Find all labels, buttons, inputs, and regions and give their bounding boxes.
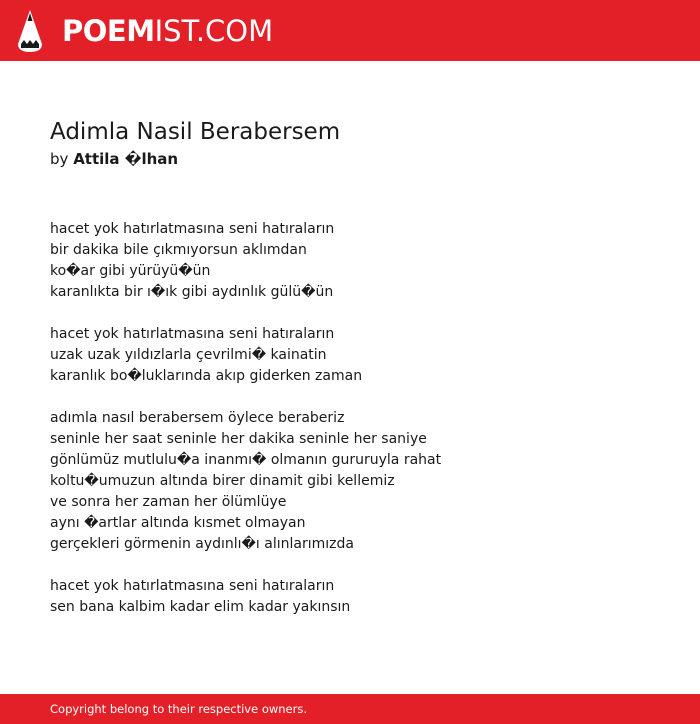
poem-line: ko�ar gibi yürüyü�ün — [50, 263, 211, 279]
logo-text-light: IST.COM — [154, 14, 274, 48]
poem-stanza — [50, 219, 670, 303]
poem-line: karanlıkta bir ı�ık gibi aydınlık gülü�ün — [50, 284, 334, 300]
poem-line: gerçekleri görmenin aydınlı�ı alınlarımızda — [50, 536, 354, 552]
site-header — [0, 0, 700, 61]
poem-line: aynı �artlar altında kısmet olmayan — [50, 515, 306, 531]
by-label: by — [50, 150, 69, 168]
poem-line: seninle her saat seninle her dakika seninle her saniye — [50, 431, 427, 447]
poem-line: gönlümüz mutlulu�a inanmı� olmanın gururuyla rahat — [50, 452, 442, 468]
copyright-text: Copyright belong to their respective owners. — [50, 702, 308, 716]
poem-line: hacet yok hatırlatmasına seni hatıraların — [50, 221, 335, 237]
poem-line: adımla nasıl berabersem öylece beraberiz — [50, 410, 345, 426]
poem-line: hacet yok hatırlatmasına seni hatıraların — [50, 326, 335, 342]
site-logo[interactable] — [62, 12, 273, 50]
poem-line: bir dakika bile çıkmıyorsun aklımdan — [50, 242, 307, 258]
poem-line: koltu�umuzun altında birer dinamit gibi kellemiz — [50, 473, 395, 489]
author-name: Attila �lhan — [73, 150, 179, 168]
poem-line: karanlık bo�luklarında akıp giderken zaman — [50, 368, 363, 384]
site-footer — [0, 694, 700, 724]
poem-stanza — [50, 576, 670, 618]
byline — [50, 149, 178, 169]
pencil-tip-icon[interactable] — [18, 10, 42, 52]
poem-stanza — [50, 324, 670, 387]
poem-title: Adimla Nasil Berabersem — [50, 119, 341, 145]
logo-text-bold: POEM — [62, 14, 155, 48]
poem-line: ve sonra her zaman her ölümlüye — [50, 494, 287, 510]
poem-body — [50, 219, 670, 639]
poem-line: uzak uzak yıldızlarla çevrilmi� kainatin — [50, 347, 327, 363]
poem-line: hacet yok hatırlatmasına seni hatıraların — [50, 578, 335, 594]
poem-stanza — [50, 408, 670, 555]
poem-line: sen bana kalbim kadar elim kadar yakınsın — [50, 599, 351, 615]
